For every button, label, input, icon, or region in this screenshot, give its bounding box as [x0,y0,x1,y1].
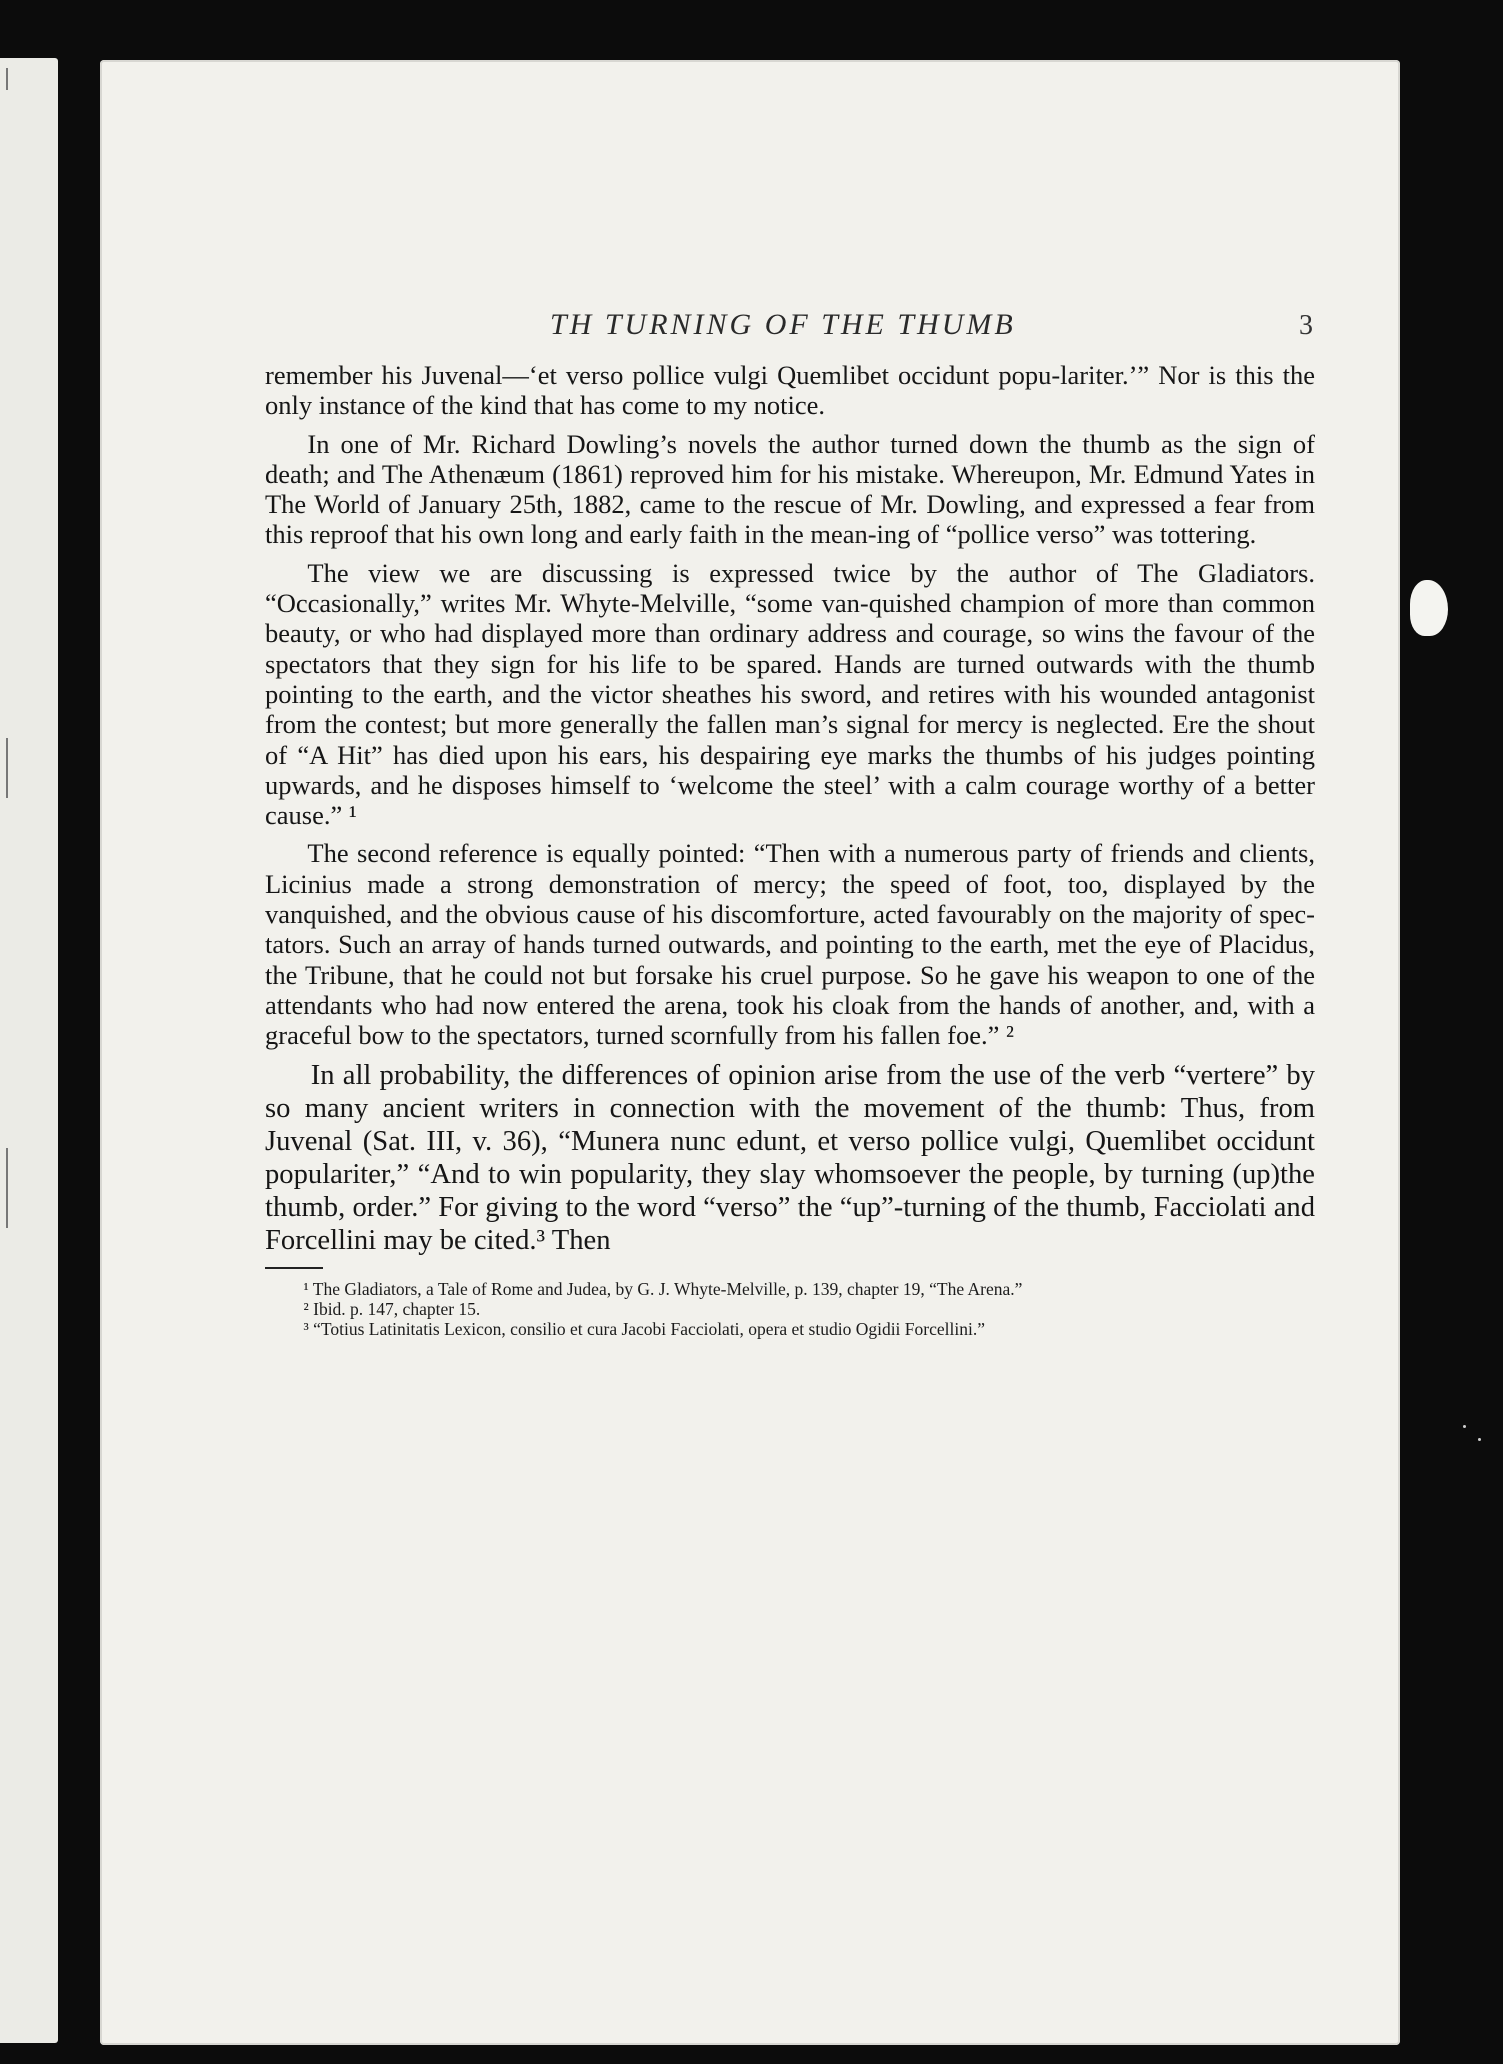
body-text-continued [265,1051,1315,1257]
scan-dust [1478,1438,1481,1441]
book-page [100,60,1400,2045]
page-content [265,300,1315,1339]
body-text [265,360,1315,1051]
footnote: ² Ibid. p. 147, chapter 15. [303,1298,481,1319]
scan-dust [1463,1425,1466,1428]
scan-mark [6,738,8,798]
footnote: ¹ The Gladiators, a Tale of Rome and Judea, by G. J. Whyte-Melville, p. 139, chapter 19, “The Arena.” [303,1278,1023,1299]
footnotes [265,1279,1315,1339]
paragraph: The second reference is equally pointed: “Then with a numerous party of friends and clients, Licinius made a strong demonstration of mercy; the speed of foot, too, displayed by the vanquished, and the obvious cause of his discomforture, acted favourably on the majority of spec-tators. Such an array of hands turned outwards, and pointing to the earth, met the eye of Placidus, the Tribune, that he could not but forsake his cruel purpose. So he gave his weapon to one of the attendants who had now entered the arena, took his cloak from the hands of another, and, with a graceful bow to the spectators, turned scornfully from his fallen foe.” ² [265,838,1315,1051]
footnote: ³ “Totius Latinitatis Lexicon, consilio et cura Jacobi Facciolati, opera et studio Ogidii Forcellini.” [303,1318,985,1339]
scan-mark [6,1148,8,1228]
running-head [265,300,1315,360]
footnote-rule [265,1267,323,1269]
page-number: 3 [1299,310,1313,341]
paragraph: remember his Juvenal—‘et verso pollice vulgi Quemlibet occidunt popu-lariter.’” Nor is this the only instance of the kind that has come to my notice. [265,360,1315,421]
previous-page-edge [0,58,58,2043]
scan-mark [6,68,8,90]
paragraph: The view we are discussing is expressed twice by the author of The Gladiators. “Occasionally,” writes Mr. Whyte-Melville, “some van-quished champion of more than common beauty, or who had displayed more than ordinary address and courage, so wins the favour of the spectators that they sign for his life to be spared. Hands are turned outwards with the thumb pointing to the earth, and the victor sheathes his sword, and retires with his wounded antagonist from the contest; but more generally the fallen man’s signal for mercy is neglected. Ere the shout of “A Hit” has died upon his ears, his despairing eye marks the thumbs of his judges pointing upwards, and he disposes himself to ‘welcome the steel’ with a calm courage worthy of a better cause.” ¹ [265,557,1315,831]
paragraph: In all probability, the differences of opinion arise from the use of the verb “vertere” by so many ancient writers in connection with the movement of the thumb: Thus, from Juvenal (Sat. III, v. 36), “Munera nunc edunt, et verso pollice vulgi, Quemlibet occidunt populariter,” “And to win popularity, they slay whomsoever the people, by turning (up)the thumb, order.” For giving to the word “verso” the “up”-turning of the thumb, Facciolati and Forcellini may be cited.³ Then [265,1059,1315,1256]
scan-smudge [1410,580,1448,636]
running-title: TH TURNING OF THE THUMB [550,308,1016,341]
paragraph: In one of Mr. Richard Dowling’s novels the author turned down the thumb as the sign of death; and The Athenæum (1861) reproved him for his mistake. Whereupon, Mr. Edmund Yates in The World of January 25th, 1882, came to the rescue of Mr. Dowling, and expressed a fear from this reproof that his own long and early faith in the mean-ing of “pollice verso” was tottering. [265,428,1315,550]
